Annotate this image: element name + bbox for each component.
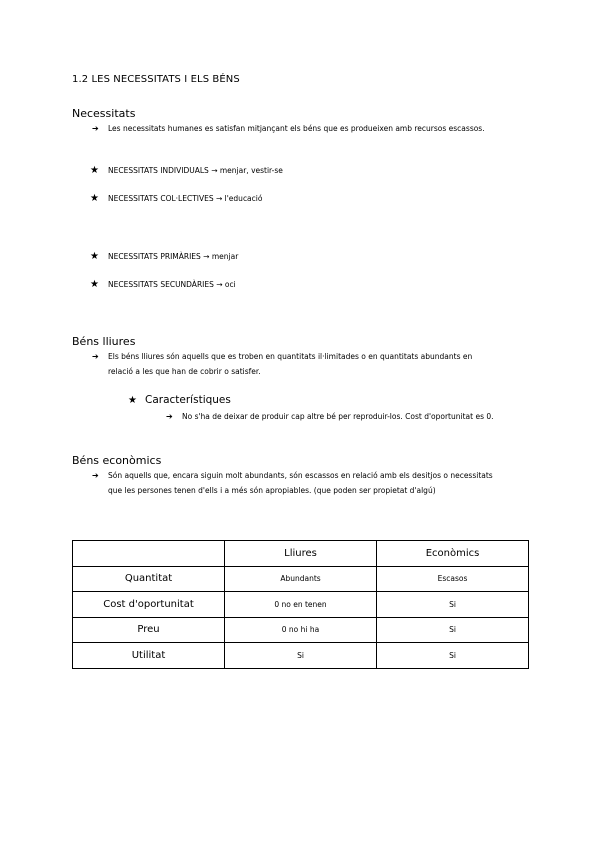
necessitats-heading: Necessitats xyxy=(72,107,136,120)
row-label: Cost d'oportunitat xyxy=(73,592,225,618)
necessitats-bullet: Les necessitats humanes es satisfan mitjançant els béns que es produeixen amb recursos escassos. xyxy=(108,124,485,133)
star-icon: ★ xyxy=(90,193,99,204)
table-cell: Si xyxy=(377,617,529,643)
star-icon: ★ xyxy=(90,165,99,176)
comparison-table xyxy=(72,540,529,669)
star-icon: ★ xyxy=(128,395,137,406)
row-label: Quantitat xyxy=(73,566,225,592)
bens-lliures-bullet-line2: relació a les que han de cobrir o satisfer. xyxy=(108,367,261,376)
bens-lliures-bullet-line1: Els béns lliures són aquells que es troben en quantitats il·limitades o en quantitats abundants en xyxy=(108,352,473,361)
table-row xyxy=(73,566,529,592)
necessitat-type-item: NECESSITATS COL·LECTIVES → l'educació xyxy=(108,194,263,203)
necessitat-type-item: NECESSITATS INDIVIDUALS → menjar, vestir-se xyxy=(108,166,283,175)
necessitat-type-item: NECESSITATS SECUNDÀRIES → oci xyxy=(108,280,236,289)
table-row xyxy=(73,643,529,669)
table-cell: Abundants xyxy=(225,566,377,592)
bens-economics-bullet-line2: que les persones tenen d'ells i a més són apropiables. (que poden ser propietat d'algú) xyxy=(108,486,436,495)
table-row xyxy=(73,617,529,643)
bens-economics-heading: Béns econòmics xyxy=(72,454,162,467)
table-cell: Si xyxy=(377,592,529,618)
row-label: Utilitat xyxy=(73,643,225,669)
table-cell: 0 no en tenen xyxy=(225,592,377,618)
bens-economics-bullet-line1: Són aquells que, encara siguin molt abundants, són escassos en relació amb els desitjos o necessitats xyxy=(108,471,493,480)
caracteristiques-bullet: No s'ha de deixar de produir cap altre bé per reproduir-los. Cost d'oportunitat es 0. xyxy=(182,412,494,421)
table-header-cell xyxy=(73,541,225,567)
arrow-icon: ➔ xyxy=(92,471,99,480)
bens-lliures-heading: Béns lliures xyxy=(72,335,136,348)
arrow-icon: ➔ xyxy=(166,412,173,421)
arrow-icon: ➔ xyxy=(92,352,99,361)
table-header-cell: Econòmics xyxy=(377,541,529,567)
table-cell: Si xyxy=(377,643,529,669)
page-title: 1.2 LES NECESSITATS I ELS BÉNS xyxy=(72,74,240,85)
row-label: Preu xyxy=(73,617,225,643)
table-row xyxy=(73,592,529,618)
star-icon: ★ xyxy=(90,279,99,290)
table-header-cell: Lliures xyxy=(225,541,377,567)
caracteristiques-subheading: Característiques xyxy=(145,394,231,406)
table-header-row xyxy=(73,541,529,567)
table-cell: 0 no hi ha xyxy=(225,617,377,643)
necessitat-type-item: NECESSITATS PRIMÀRIES → menjar xyxy=(108,252,239,261)
table-cell: Escasos xyxy=(377,566,529,592)
star-icon: ★ xyxy=(90,251,99,262)
arrow-icon: ➔ xyxy=(92,124,99,133)
table-cell: Si xyxy=(225,643,377,669)
